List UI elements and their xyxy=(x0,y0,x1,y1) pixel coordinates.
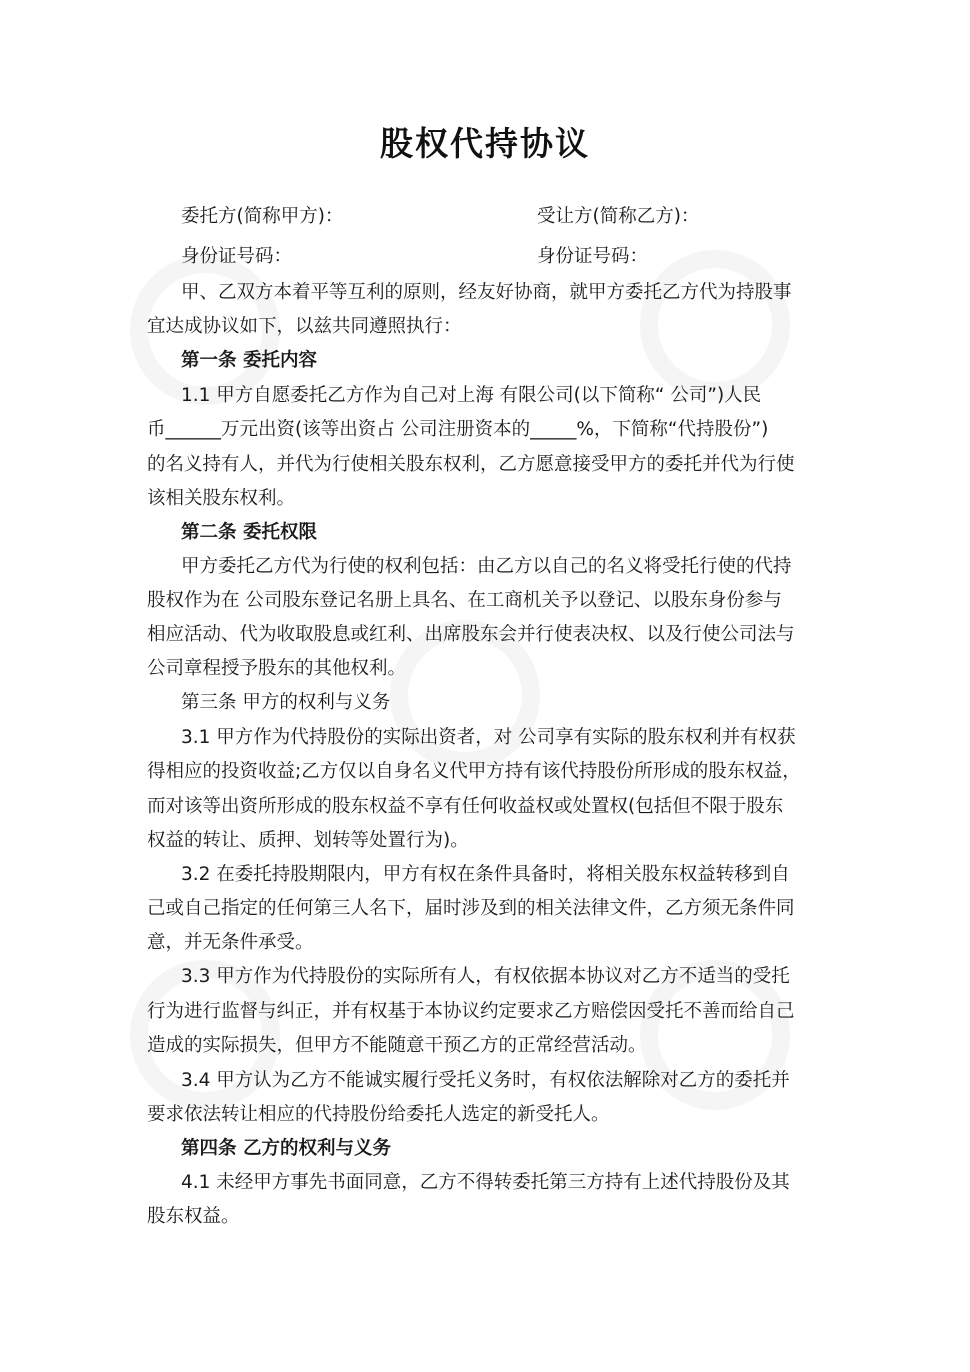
document-title: 股权代持协议 xyxy=(380,124,590,163)
text-line: 的名义持有人，并代为行使相关股东权利，乙方愿意接受甲方的委托并代为行使 xyxy=(147,454,795,475)
text-line: 相应活动、代为收取股息或红利、出席股东会并行使表决权、以及行使公司法与 xyxy=(147,624,795,645)
text-line: 宜达成协议如下，以兹共同遵照执行： xyxy=(147,316,462,337)
text-line: 权益的转让、质押、划转等处置行为)。 xyxy=(147,830,469,851)
section-heading: 第四条 乙方的权利与义务 xyxy=(181,1138,391,1159)
text-line: 1.1 甲方自愿委托乙方作为自己对上海 有限公司(以下简称“ 公司”)人民 xyxy=(181,385,762,406)
text-line: 该相关股东权利。 xyxy=(147,488,296,509)
party-a-label: 委托方(简称甲方)： xyxy=(181,206,344,227)
text-line: 得相应的投资收益;乙方仅以自身名义代甲方持有该代持股份所形成的股东权益， xyxy=(147,761,801,782)
text-line: 3.2 在委托持股期限内，甲方有权在条件具备时，将相关股东权益转移到自 xyxy=(181,864,790,885)
party-b-label: 受让方(简称乙方)： xyxy=(537,206,700,227)
id-b-label: 身份证号码： xyxy=(537,246,649,267)
text-line: 3.3 甲方作为代持股份的实际所有人，有权依据本协议对乙方不适当的受托 xyxy=(181,966,790,987)
text-line: 而对该等出资所形成的股东权益不享有任何收益权或处置权(包括但不限于股东 xyxy=(147,796,784,817)
text-line: 公司章程授予股东的其他权利。 xyxy=(147,658,407,679)
text-line: 行为进行监督与纠正，并有权基于本协议约定要求乙方赔偿因受托不善而给自己 xyxy=(147,1001,795,1022)
text-line: 股权作为在 公司股东登记名册上具名、在工商机关予以登记、以股东身份参与 xyxy=(147,590,782,611)
text-line: 3.4 甲方认为乙方不能诚实履行受托义务时，有权依法解除对乙方的委托并 xyxy=(181,1070,790,1091)
text-line: 意，并无条件承受。 xyxy=(147,932,314,953)
text-line: 甲、乙双方本着平等互利的原则，经友好协商，就甲方委托乙方代为持股事 xyxy=(181,282,792,303)
id-a-label: 身份证号码： xyxy=(181,246,293,267)
section-heading: 第二条 委托权限 xyxy=(181,522,317,543)
text-line: 造成的实际损失，但甲方不能随意干预乙方的正常经营活动。 xyxy=(147,1035,647,1056)
text-line: 己或自己指定的任何第三人名下，届时涉及到的相关法律文件，乙方须无条件同 xyxy=(147,898,795,919)
section-heading: 第一条 委托内容 xyxy=(181,350,317,371)
text-line: 股东权益。 xyxy=(147,1206,240,1227)
text-line: 币______万元出资(该等出资占 公司注册资本的_____%，下简称“代持股份”) xyxy=(147,419,769,440)
section-heading: 第三条 甲方的权利与义务 xyxy=(181,692,391,713)
text-line: 4.1 未经甲方事先书面同意，乙方不得转委托第三方持有上述代持股份及其 xyxy=(181,1172,790,1193)
text-line: 甲方委托乙方代为行使的权利包括：由乙方以自己的名义将受托行使的代持 xyxy=(181,556,792,577)
text-line: 3.1 甲方作为代持股份的实际出资者，对 公司享有实际的股东权利并有权获 xyxy=(181,727,796,748)
text-line: 要求依法转让相应的代持股份给委托人选定的新受托人。 xyxy=(147,1104,610,1125)
